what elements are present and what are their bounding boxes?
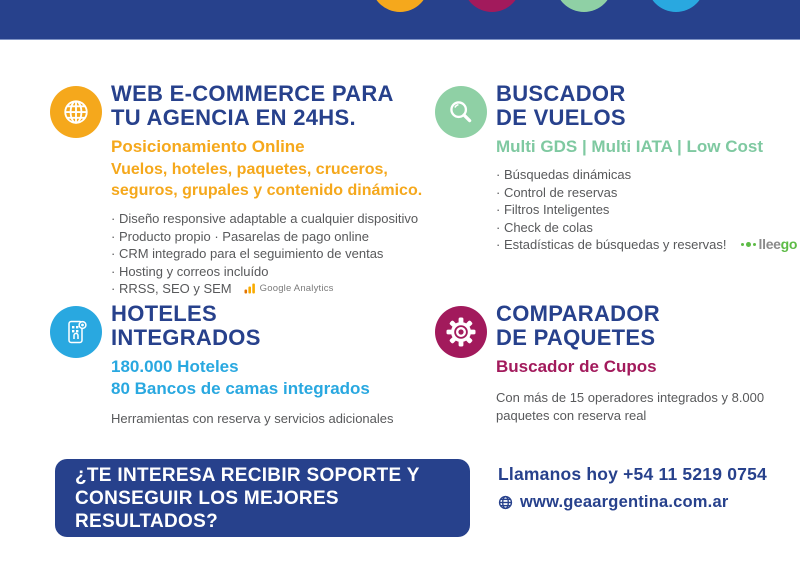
vuelos-bullet: · Búsquedas dinámicas — [496, 167, 632, 182]
hoteles-stat-2: 80 Bancos de camas integrados — [111, 379, 370, 398]
web-subtitle: Posicionamiento Online — [111, 137, 305, 156]
magnifier-icon — [435, 86, 487, 138]
globe-icon — [50, 86, 102, 138]
band-circle-yellow — [371, 0, 429, 12]
band-circle-green — [555, 0, 613, 12]
hotel-building-icon — [50, 306, 102, 358]
website-globe-icon — [498, 495, 513, 510]
google-analytics-label: Google Analytics — [259, 283, 334, 294]
google-analytics-logo — [244, 280, 334, 298]
cta-line-1: ¿TE INTERESA RECIBIR SOPORTE Y — [75, 464, 420, 486]
vuelos-bullet: · Filtros Inteligentes — [496, 202, 610, 217]
section-comparador-paquetes — [435, 302, 775, 425]
paquetes-note: Con más de 15 operadores integrados y 8.000 paquetes con reserva real — [496, 390, 765, 423]
vuelos-bullet: · Estadísticas de búsquedas y reservas! lleego — [496, 236, 798, 252]
web-bullet-list — [111, 210, 441, 298]
lleego-logo: lleego — [741, 236, 798, 254]
vuelos-title: BUSCADOR DE VUELOS — [496, 81, 626, 130]
section-hoteles-integrados — [50, 302, 425, 428]
band-circle-blue — [647, 0, 705, 12]
web-bullet: · RRSS, SEO y SEM Google Analytics — [111, 281, 334, 296]
vuelos-bullet-list — [496, 166, 797, 254]
web-bullet: · Diseño responsive adaptable a cualquier dispositivo — [111, 211, 419, 226]
google-analytics-icon — [244, 283, 256, 294]
lleego-icon — [741, 242, 756, 247]
contact-block — [498, 464, 767, 512]
hoteles-title: HOTELES INTEGRADOS — [111, 301, 261, 350]
section-buscador-vuelos — [435, 81, 798, 254]
hoteles-note: Herramientas con reserva y servicios adicionales — [111, 411, 394, 426]
cta-banner[interactable] — [55, 459, 470, 537]
vuelos-bullet: · Check de colas — [496, 219, 593, 235]
web-bullet: · CRM integrado para el seguimiento de ventas — [111, 246, 384, 261]
band-circle-magenta — [463, 0, 521, 12]
website-link[interactable]: www.geaargentina.com.ar — [520, 493, 729, 511]
top-band — [0, 0, 800, 40]
web-bullet: · Producto propio · Pasarelas de pago online — [111, 228, 369, 244]
web-highlight: Vuelos, hoteles, paquetes, cruceros, seguros, grupales y contenido dinámico. — [111, 161, 423, 199]
cta-line-2: CONSEGUIR LOS MEJORES RESULTADOS? — [75, 487, 339, 532]
hoteles-stat-1: 180.000 Hoteles — [111, 357, 239, 376]
vuelos-subtitle: Multi GDS | Multi IATA | Low Cost — [496, 137, 763, 156]
gear-icon — [435, 306, 487, 358]
paquetes-subtitle: Buscador de Cupos — [496, 357, 657, 376]
vuelos-bullet: · Control de reservas — [496, 184, 618, 200]
phone-number[interactable]: Llamanos hoy +54 11 5219 0754 — [498, 464, 767, 484]
web-title: WEB E-COMMERCE PARA TU AGENCIA EN 24HS. — [111, 81, 394, 130]
web-bullet: · Hosting y correos incluído — [111, 263, 269, 279]
paquetes-title: COMPARADOR DE PAQUETES — [496, 301, 660, 350]
section-web-ecommerce — [50, 82, 425, 298]
